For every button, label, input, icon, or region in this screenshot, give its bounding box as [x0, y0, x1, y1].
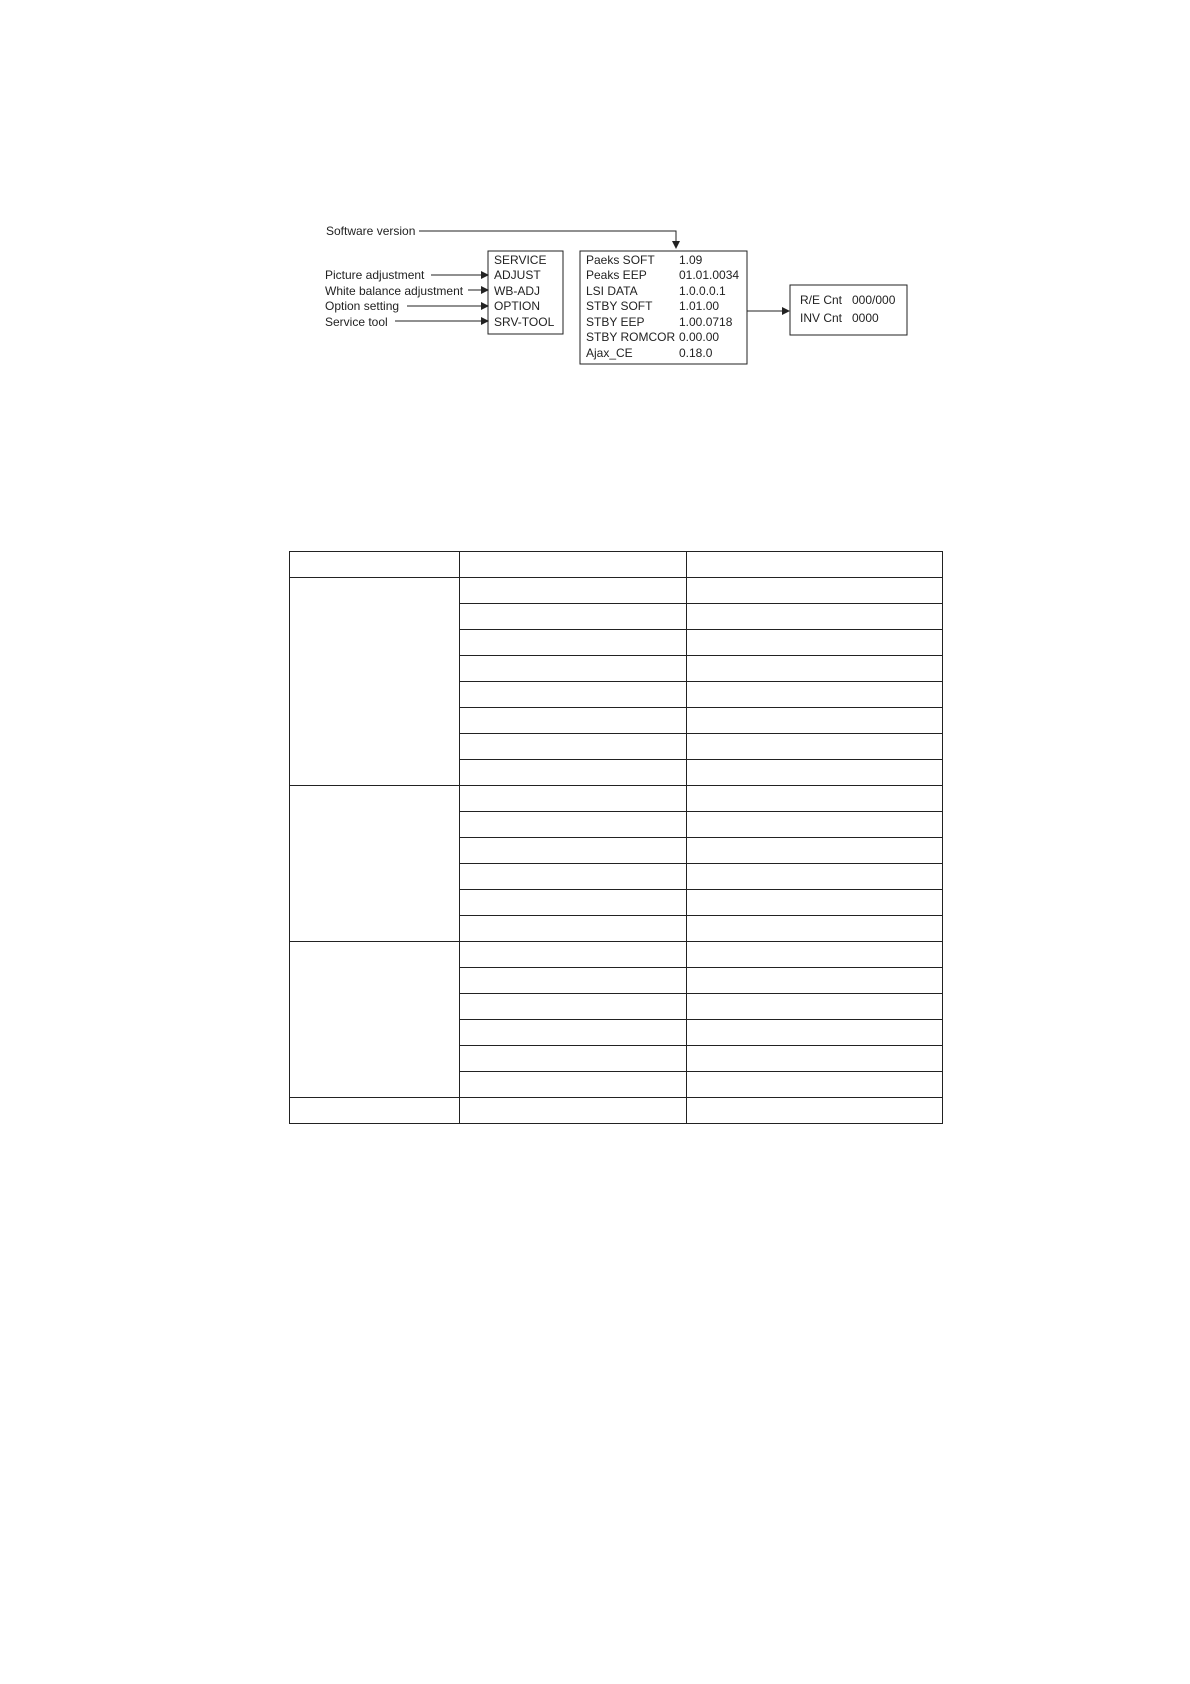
table-cell [460, 994, 687, 1020]
table-cell [460, 838, 687, 864]
version-item-value: 1.0.0.0.1 [679, 284, 726, 298]
table-cell [687, 1098, 943, 1124]
table-cell [687, 1072, 943, 1098]
table-cell [460, 734, 687, 760]
table-group-cell [290, 552, 460, 578]
table-cell [687, 760, 943, 786]
table-cell [460, 578, 687, 604]
table-cell [460, 864, 687, 890]
table-group-cell [290, 786, 460, 942]
service-menu-item: OPTION [494, 299, 541, 313]
white-balance-adjustment-label: White balance adjustment [325, 284, 464, 298]
table-cell [687, 552, 943, 578]
version-item-value: 1.01.00 [679, 299, 720, 313]
counter-item-name: R/E Cnt [800, 293, 843, 307]
table-group-cell [290, 1098, 460, 1124]
version-item-name: STBY SOFT [586, 299, 653, 313]
version-item-name: LSI DATA [586, 284, 638, 298]
table-cell [460, 890, 687, 916]
version-item-name: Paeks SOFT [586, 253, 655, 267]
table-cell [687, 994, 943, 1020]
service-tool-label: Service tool [325, 315, 388, 329]
table-cell [687, 1046, 943, 1072]
software-version-label: Software version [326, 224, 416, 238]
counter-item-name: INV Cnt [800, 311, 843, 325]
table-cell [460, 760, 687, 786]
service-menu-item: SRV-TOOL [494, 315, 555, 329]
table-cell [687, 734, 943, 760]
table-cell [460, 682, 687, 708]
table-row [290, 1098, 943, 1124]
table-cell [687, 1020, 943, 1046]
table-cell [687, 968, 943, 994]
table-cell [460, 630, 687, 656]
table-cell [687, 656, 943, 682]
table-cell [460, 812, 687, 838]
table-cell [687, 864, 943, 890]
version-item-value: 1.09 [679, 253, 703, 267]
empty-table [289, 551, 943, 1124]
version-item-name: Peaks EEP [586, 268, 647, 282]
version-item-name: Ajax_CE [586, 346, 633, 360]
table-cell [687, 630, 943, 656]
table-row [290, 578, 943, 604]
table-cell [687, 682, 943, 708]
table-cell [687, 812, 943, 838]
table-cell [687, 916, 943, 942]
table-group-cell [290, 578, 460, 786]
service-menu-item: SERVICE [494, 253, 547, 267]
table-row [290, 942, 943, 968]
table-cell [687, 786, 943, 812]
table-cell [687, 942, 943, 968]
table-cell [460, 1072, 687, 1098]
table-cell [460, 656, 687, 682]
table-cell [460, 968, 687, 994]
table-cell [687, 578, 943, 604]
table-cell [460, 604, 687, 630]
table-row [290, 786, 943, 812]
version-item-value: 0.00.00 [679, 330, 720, 344]
version-item-value: 01.01.0034 [679, 268, 740, 282]
table-cell [460, 1098, 687, 1124]
table-cell [460, 552, 687, 578]
version-item-value: 0.18.0 [679, 346, 713, 360]
service-menu-item: ADJUST [494, 268, 541, 282]
picture-adjustment-label: Picture adjustment [325, 268, 425, 282]
service-menu-diagram [0, 0, 1190, 400]
table-cell [460, 1046, 687, 1072]
table-cell [460, 786, 687, 812]
table-cell [687, 838, 943, 864]
option-setting-label: Option setting [325, 299, 400, 313]
table-row [290, 552, 943, 578]
table-cell [687, 604, 943, 630]
service-menu-item: WB-ADJ [494, 284, 540, 298]
software-version-arrow [419, 231, 676, 248]
table-cell [460, 942, 687, 968]
table-cell [460, 708, 687, 734]
version-item-name: STBY EEP [586, 315, 645, 329]
counter-item-value: 0000 [852, 311, 879, 325]
table-group-cell [290, 942, 460, 1098]
version-item-value: 1.00.0718 [679, 315, 733, 329]
table-cell [687, 708, 943, 734]
table-cell [460, 1020, 687, 1046]
version-item-name: STBY ROMCOR [586, 330, 676, 344]
counter-item-value: 000/000 [852, 293, 896, 307]
table-cell [460, 916, 687, 942]
table-cell [687, 890, 943, 916]
